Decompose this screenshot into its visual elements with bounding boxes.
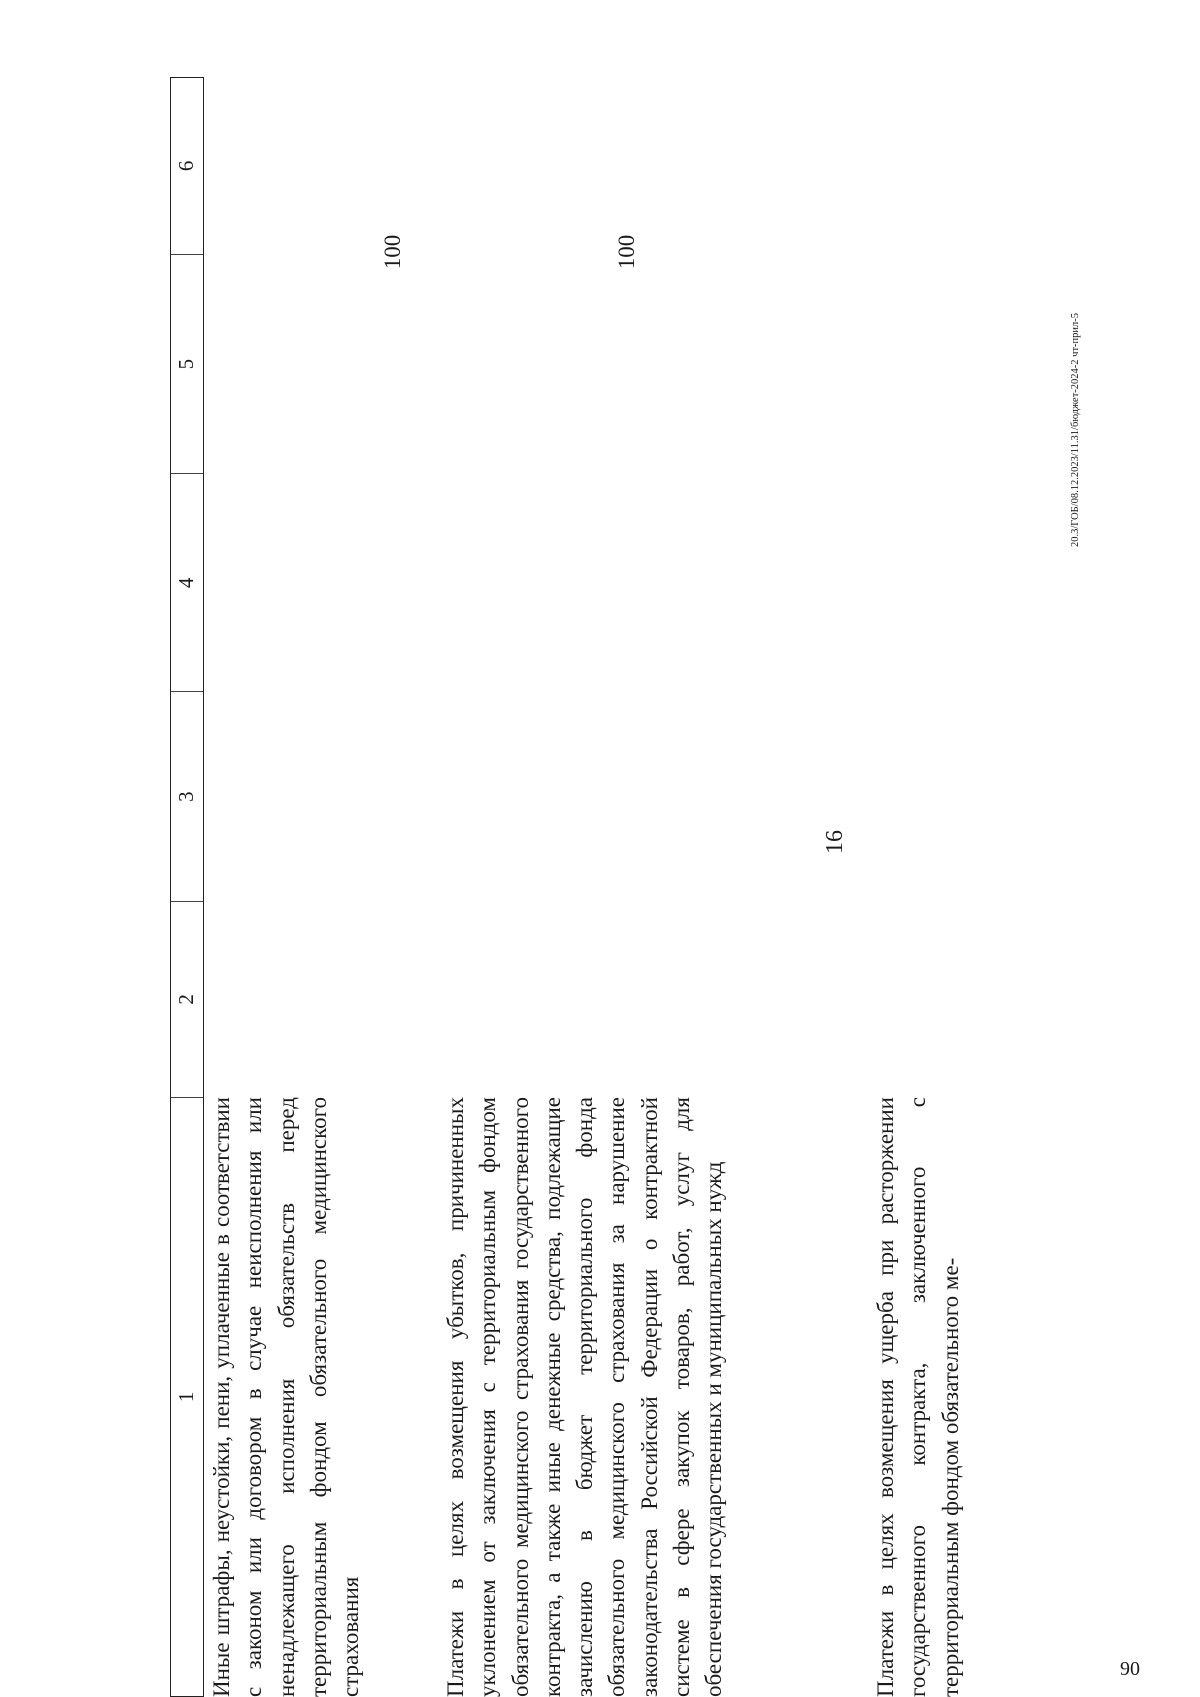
header-col-1: 1: [171, 1097, 203, 1696]
row-col6-value: 100: [614, 234, 639, 270]
header-col-5: 5: [171, 254, 203, 474]
header-col-3: 3: [171, 691, 203, 901]
row-col6-value: 100: [380, 234, 405, 270]
rotated-page: [170, 77, 1081, 1697]
table-row: [206, 77, 405, 1697]
page-number: 16: [822, 830, 848, 854]
table-row: [870, 77, 967, 1697]
header-col-6: 6: [174, 160, 198, 172]
header-col-4: 4: [171, 474, 203, 692]
row-description: Платежи в целях возмещения ущерба при расторжении государственного контракта, заключенного с территориальным фондом обязательного ме-: [873, 1097, 963, 1697]
sheet-number: 90: [1120, 1658, 1140, 1680]
budget-table: [170, 77, 1010, 1697]
document-code: 20.3/ГОБ/08.12.2023/11.31/бюджет-2024-2 чт-прил-5: [1070, 312, 1081, 547]
row-description: Иные штрафы, неустойки, пени, уплаченные в соответствии с законом или договором в случае неисполнения или ненадлежащего исполнения обязательств перед территориальным фондом обязательного медицинского страхования: [209, 1097, 364, 1697]
table-row: [440, 77, 731, 1697]
header-col-2: 2: [171, 901, 203, 1097]
table-header-row: [170, 77, 204, 1697]
row-description: Платежи в целях возмещения убытков, причиненных уклонением от заключения с территориальным фондом обязательного медицинского страхования государственного контракта, а также иные денежные средства, подлежащие зачислению в бюджет территориального фонда обязательного медицинского страхования за нарушение законодательства Российской Федерации о контрактной системе в сфере закупок товаров, работ, услуг для обеспечения государственных и муниципальных нужд: [443, 1097, 727, 1697]
